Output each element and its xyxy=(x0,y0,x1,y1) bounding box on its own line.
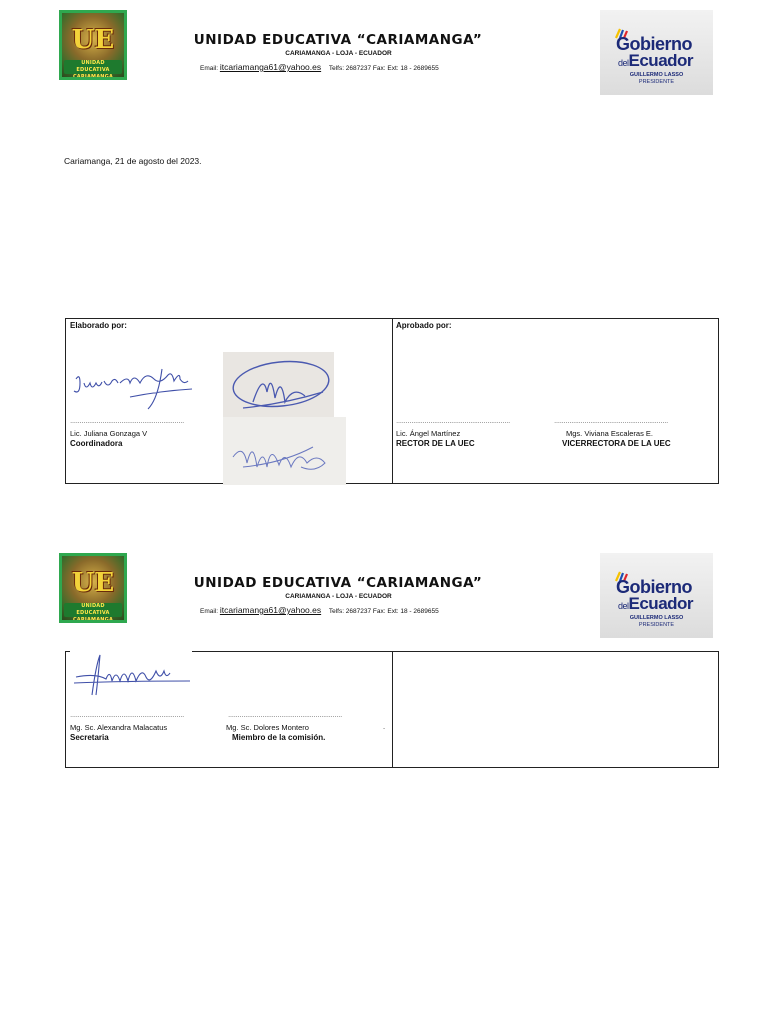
signature-line-5: …………………………………………………… xyxy=(228,713,343,719)
letterhead-top xyxy=(0,10,768,100)
school-logo: UE UNIDAD EDUCATIVA CARIAMANGA xyxy=(59,10,127,80)
signature-line-1: …………………………………………………… xyxy=(70,419,185,425)
signer-2-role: RECTOR DE LA UEC xyxy=(396,439,475,448)
column-divider xyxy=(392,652,393,767)
signer-1-role: Coordinadora xyxy=(70,439,123,448)
school-contact: Email: itcariamanga61@yahoo.es Telfs: 2687237 Fax: Ext: 18 - 2689655 xyxy=(200,62,439,72)
school-logo: UE UNIDAD EDUCATIVA CARIAMANGA xyxy=(59,553,127,623)
signer-2-name: Lic. Ángel Martínez xyxy=(396,429,461,438)
signature-scan-secondary xyxy=(223,417,346,485)
letterhead-bottom xyxy=(0,553,768,643)
signer-3-role: VICERRECTORA DE LA UEC xyxy=(562,439,671,448)
signer-4-role: Secretaria xyxy=(70,733,109,742)
government-logo: Gobierno delEcuador GUILLERMO LASSO PRESIDENTE xyxy=(600,553,713,638)
school-title: UNIDAD EDUCATIVA “CARIAMANGA” xyxy=(193,32,483,48)
scribble-signature xyxy=(223,417,346,485)
email-link[interactable]: itcariamanga61@yahoo.es xyxy=(219,62,322,72)
oval-signature xyxy=(223,352,334,418)
school-contact: Email: itcariamanga61@yahoo.es Telfs: 2687237 Fax: Ext: 18 - 2689655 xyxy=(200,605,439,615)
signer-5-name: Mg. Sc. Dolores Montero xyxy=(226,723,309,732)
school-location: CARIAMANGA - LOJA - ECUADOR xyxy=(285,50,392,57)
school-location: CARIAMANGA - LOJA - ECUADOR xyxy=(285,593,392,600)
signer-5-role: Miembro de la comisión. xyxy=(232,733,326,742)
signer-1-name: Lic. Juliana Gonzaga V xyxy=(70,429,148,438)
column-divider xyxy=(392,319,393,483)
signature-scan-oval xyxy=(223,352,334,418)
government-logo: Gobierno delEcuador GUILLERMO LASSO PRESIDENTE xyxy=(600,10,713,95)
signer-3-name: Mgs. Viviana Escaleras E. xyxy=(566,429,653,438)
signer-4-name: Mg. Sc. Alexandra Malacatus xyxy=(70,723,168,732)
approved-by-label: Aprobado por: xyxy=(396,321,452,330)
signature-line-3: …………………………………………………… xyxy=(554,419,669,425)
signature-line-4: …………………………………………………… xyxy=(70,713,185,719)
school-title: UNIDAD EDUCATIVA “CARIAMANGA” xyxy=(193,575,483,591)
date-line: Cariamanga, 21 de agosto del 2023. xyxy=(64,156,202,166)
signature-line-2: …………………………………………………… xyxy=(396,419,511,425)
trailing-mark: . xyxy=(383,722,386,731)
signature-patch xyxy=(70,651,192,699)
signature-table-commission xyxy=(65,651,719,768)
email-link[interactable]: itcariamanga61@yahoo.es xyxy=(219,605,322,615)
signature-juliana xyxy=(70,359,202,417)
signature-alexandra xyxy=(70,651,192,699)
prepared-by-label: Elaborado por: xyxy=(70,321,127,330)
signature-table-approval xyxy=(65,318,719,484)
